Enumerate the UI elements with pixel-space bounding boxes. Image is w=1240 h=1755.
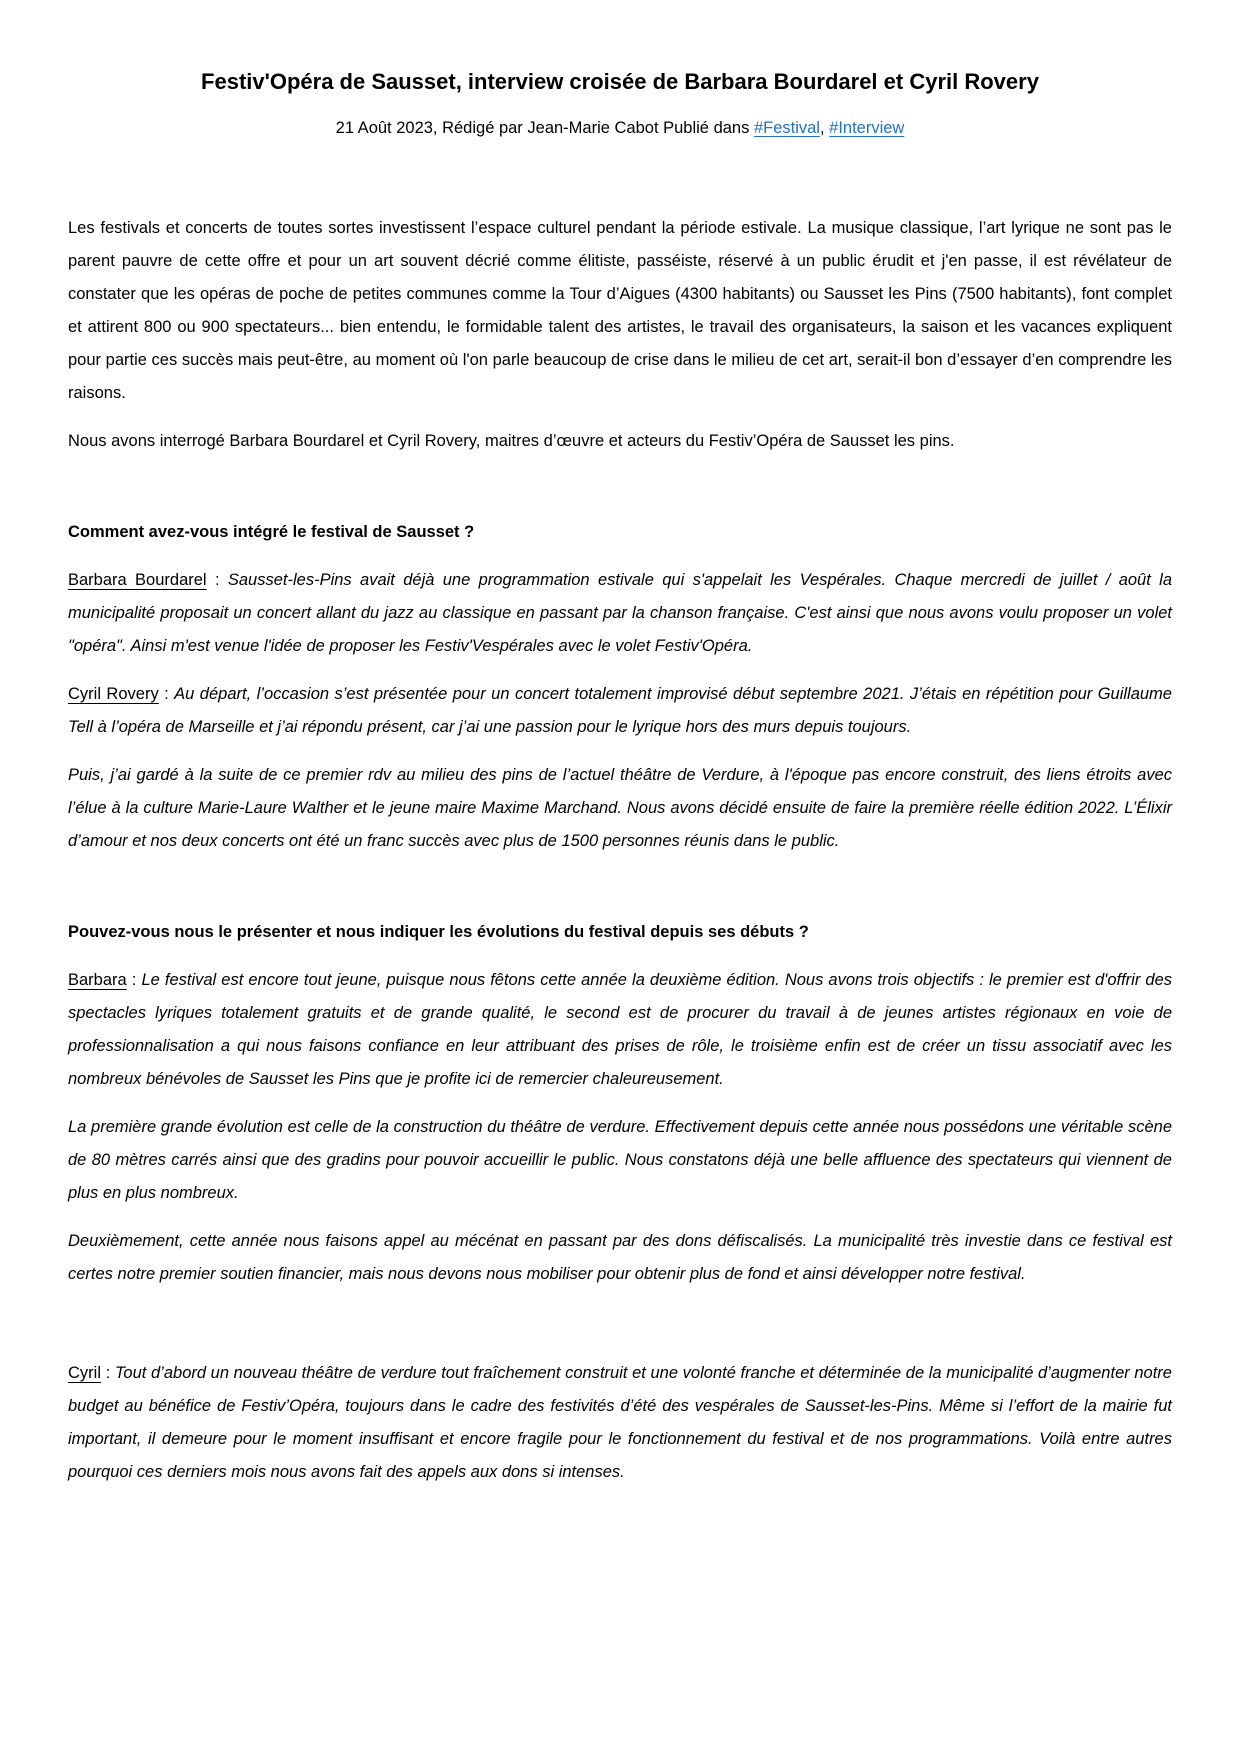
byline-separator: ,: [819, 119, 830, 137]
answer-text: Le festival est encore tout jeune, puisque nous fêtons cette année la deuxième édition. Nous avons trois objectifs : le premier est d'offrir des spectacles lyriques totalement gratuits et de grande qualité, le second est de procurer du travail à de jeunes artistes régionaux en voie de professionnalisation a qui nous faisons confiance en leur attribuant des prises de rôle, le troisième enfin est de créer un tissu associatif avec les nombreux bénévoles de Sausset les Pins que je profite ici de remercier chaleureusement.: [68, 971, 1172, 1088]
byline-text: 21 Août 2023, Rédigé par Jean-Marie Cabot Publié dans: [335, 119, 754, 137]
speaker-name: Barbara: [68, 971, 127, 989]
intro-paragraph-2: Nous avons interrogé Barbara Bourdarel et Cyril Rovery, maitres d’œuvre et acteurs du Festiv’Opéra de Sausset les pins.: [68, 432, 955, 450]
speaker-separator: :: [126, 971, 142, 989]
answer-q2-barbara-mecenat: [68, 1225, 1172, 1291]
answer-text: La première grande évolution est celle de la construction du théâtre de verdure. Effectivement depuis cette année nous possédons une véritable scène de 80 mètres carrés ainsi que des gradins pour pouvoir accueillir le public. Nous constatons déjà une belle affluence des spectateurs qui viennent de plus en plus nombreux.: [68, 1118, 1172, 1202]
answer-q1-cyril: [68, 678, 1172, 744]
speaker-name: Barbara Bourdarel: [68, 571, 207, 589]
answer-text: Puis, j’ai gardé à la suite de ce premier rdv au milieu des pins de l’actuel théâtre de Verdure, à l'époque pas encore construit, des liens étroits avec l’élue à la culture Marie-Laure Walther et le jeune maire Maxime Marchand. Nous avons décidé ensuite de faire la première réelle édition 2022. L’Élixir d’amour et nos deux concerts ont été un franc succès avec plus de 1500 personnes réunis dans le public.: [68, 766, 1172, 850]
speaker-separator: :: [206, 571, 228, 589]
question-2: Pouvez-vous nous le présenter et nous indiquer les évolutions du festival depuis ses débuts ?: [68, 923, 809, 941]
answer-text: Sausset-les-Pins avait déjà une programmation estivale qui s'appelait les Vespérales. Chaque mercredi de juillet / août la municipalité proposait un concert allant du jazz au classique en passant par la chanson française. C'est ainsi que nous avons voulu proposer un volet "opéra". Ainsi m'est venue l'idée de proposer les Festiv'Vespérales avec le volet Festiv'Opéra.: [68, 571, 1172, 655]
speaker-separator: :: [101, 1364, 115, 1382]
article-title: Festiv'Opéra de Sausset, interview croisée de Barbara Bourdarel et Cyril Rovery: [201, 69, 1039, 94]
answer-q2-cyril: [68, 1357, 1172, 1489]
speaker-name: Cyril: [68, 1364, 101, 1382]
tag-link-festival[interactable]: #Festival: [753, 119, 820, 137]
question-1: Comment avez-vous intégré le festival de Sausset ?: [68, 523, 475, 541]
speaker-name: Cyril Rovery: [68, 685, 159, 703]
article-byline: [68, 114, 1172, 142]
intro-paragraph-1: Les festivals et concerts de toutes sortes investissent l’espace culturel pendant la période estivale. La musique classique, l’art lyrique ne sont pas le parent pauvre de cette offre et pour un art souvent décrié comme élitiste, passéiste, réservé à un public érudit et j'en passe, il est révélateur de constater que les opéras de poche de petites communes comme la Tour d’Aigues (4300 habitants) ou Sausset les Pins (7500 habitants), font complet et attirent 800 ou 900 spectateurs... bien entendu, le formidable talent des artistes, le travail des organisateurs, la saison et les vacances expliquent pour partie ces succès mais peut-être, au moment où l'on parle beaucoup de crise dans le milieu de cet art, serait-il bon d’essayer d’en comprendre les raisons.: [68, 219, 1172, 402]
answer-q1-cyril-continued: [68, 759, 1172, 858]
tag-link-interview[interactable]: #Interview: [829, 119, 905, 137]
answer-text: Tout d’abord un nouveau théâtre de verdure tout fraîchement construit et une volonté franche et déterminée de la municipalité d’augmenter notre budget au bénéfice de Festiv’Opéra, toujours dans le cadre des festivités d’été des vespérales de Sausset-les-Pins. Même si l’effort de la mairie fut important, il demeure pour le moment insuffisant et encore fragile pour le fonctionnement du festival et de nos programmations. Voilà entre autres pourquoi ces derniers mois nous avons fait des appels aux dons si intenses.: [68, 1364, 1172, 1481]
answer-text: Deuxièmement, cette année nous faisons appel au mécénat en passant par des dons défiscalisés. La municipalité très investie dans ce festival est certes notre premier soutien financier, mais nous devons nous mobiliser pour obtenir plus de fond et ainsi développer notre festival.: [68, 1232, 1172, 1283]
answer-q2-barbara: [68, 964, 1172, 1096]
speaker-separator: :: [158, 685, 175, 703]
answer-q2-barbara-evolution: [68, 1111, 1172, 1210]
answer-text: Au départ, l’occasion s’est présentée pour un concert totalement improvisé début septembre 2021. J’étais en répétition pour Guillaume Tell à l’opéra de Marseille et j’ai répondu présent, car j’ai une passion pour le lyrique hors des murs depuis toujours.: [68, 685, 1172, 736]
article-body: [68, 212, 1172, 1489]
answer-q1-barbara: [68, 564, 1172, 663]
